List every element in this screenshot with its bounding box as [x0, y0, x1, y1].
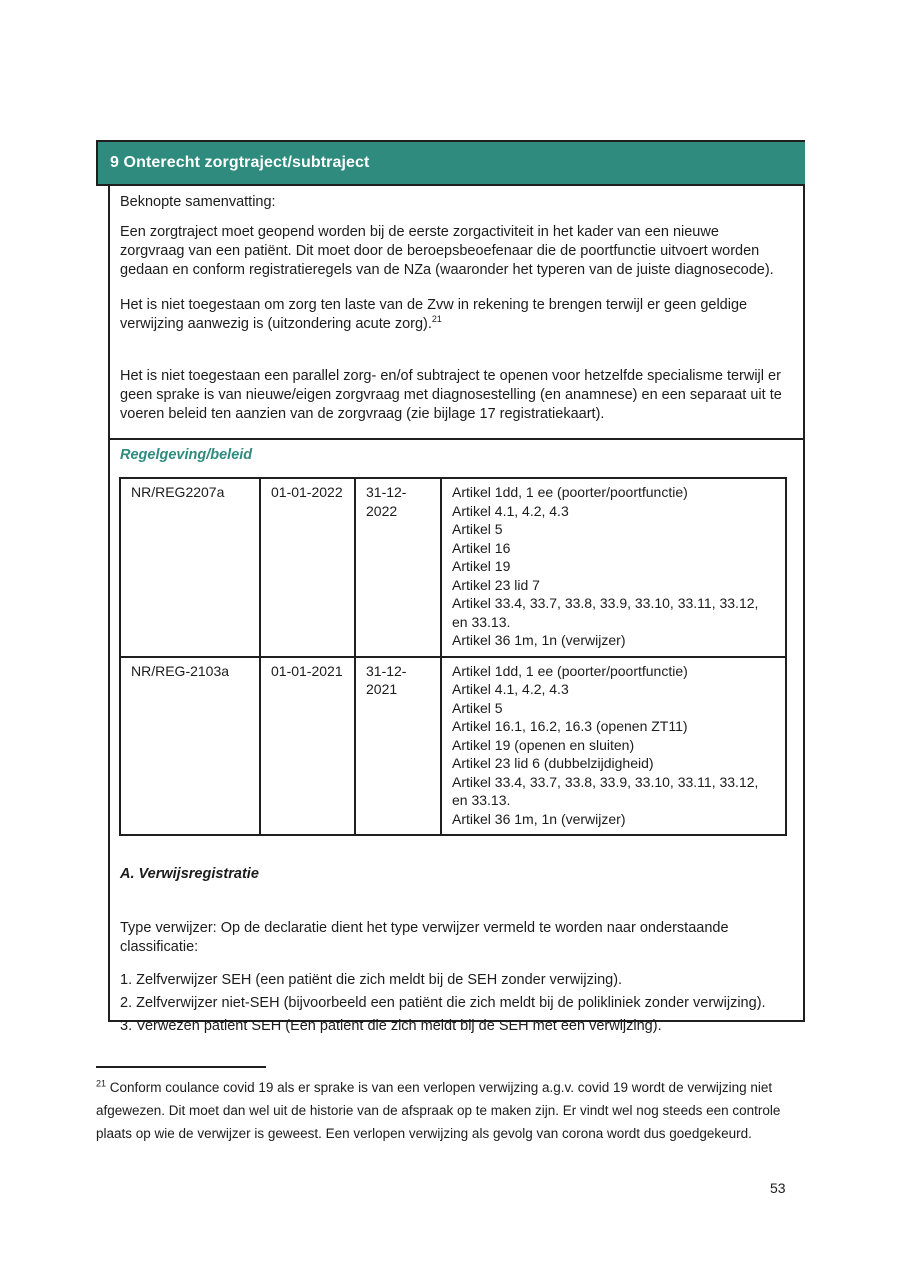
list-line: Artikel 4.1, 4.2, 4.3 [452, 502, 569, 519]
table-row [120, 657, 786, 836]
list-line: 1. Zelfverwijzer SEH (een patiënt die zich meldt bij de SEH zonder verwijzing). [120, 972, 623, 988]
list-line: 3. Verwezen patiënt SEH (Een patiënt die zich meldt bij de SEH met een verwijzing). [120, 1018, 662, 1034]
start-date-cell: 01-01-2021 [260, 657, 355, 836]
regulation-code-cell: NR/REG2207a [120, 478, 260, 657]
footnote-marker: 21 [96, 1078, 107, 1089]
list-line: Artikel 16 [452, 539, 511, 556]
articles-cell [441, 657, 786, 836]
footnote-divider [96, 1066, 266, 1068]
summary-section [110, 186, 803, 440]
classification-intro: Type verwijzer: Op de declaratie dient het type verwijzer vermeld te worden naar onderstaande classificatie: [120, 920, 729, 955]
end-date-cell: 31-12-2021 [355, 657, 441, 836]
regulation-table [119, 477, 787, 836]
list-line: Artikel 23 lid 6 (dubbelzijdigheid) [452, 755, 654, 771]
list-line: Artikel 1dd, 1 ee (poorter/poortfunctie) [452, 484, 688, 500]
section-header-banner [96, 140, 805, 186]
footnote-reference: 21 [431, 314, 442, 325]
paragraph-text: Het is niet toegestaan om zorg ten laste van de Zvw in rekening te brengen terwijl er geen geldige verwijzing aanwezig is (uitzondering acute zorg). [120, 297, 748, 332]
summary-paragraph [120, 223, 787, 280]
footnote-text: Conform coulance covid 19 als er sprake is van een verlopen verwijzing a.g.v. covid 19 wordt de verwijzing niet afgewezen. Dit moet dan wel uit de historie van de afspraak op te maken zijn. Er vindt wel nog steeds een controle plaats op wie de verwijzer is geweest. Een verlopen verwijzing als gevolg van corona wordt dus goedgekeurd. [96, 1080, 781, 1141]
list-line: Artikel 5 [452, 521, 503, 537]
summary-label: Beknopte samenvatting: [120, 194, 276, 210]
footnote-area [96, 1066, 796, 1145]
classification-list [120, 969, 787, 1038]
subsection-heading: A. Verwijsregistratie [120, 866, 259, 882]
page-number: 53 [770, 1180, 786, 1196]
list-line: Artikel 36 1m, 1n (verwijzer) [452, 810, 626, 827]
section-title: 9 Onterecht zorgtraject/subtraject [110, 154, 370, 171]
list-line: Artikel 4.1, 4.2, 4.3 [452, 681, 569, 697]
list-line: Artikel 23 lid 7 [452, 576, 540, 593]
list-line: Artikel 19 (openen en sluiten) [452, 736, 635, 753]
paragraph-text: Een zorgtraject moet geopend worden bij de eerste zorgactiviteit in het kader van een nieuwe zorgvraag van een patiënt. Dit moet door de beroepsbeoefenaar die de poortfunctie uitvoert worden gedaan en conform registratieregels van de NZa (waaronder het typeren van de juiste diagnosecode). [120, 224, 774, 278]
summary-paragraph [120, 367, 787, 424]
list-line: Artikel 1dd, 1 ee (poorter/poortfunctie) [452, 662, 688, 679]
list-line: Artikel 33.4, 33.7, 33.8, 33.9, 33.10, 33.11, 33.12, en 33.13. [452, 773, 759, 808]
content-box [108, 186, 805, 1034]
table-row [120, 478, 786, 657]
list-line: Artikel 36 1m, 1n (verwijzer) [452, 632, 626, 648]
list-line: 2. Zelfverwijzer niet-SEH (bijvoorbeeld een patiënt die zich meldt bij de polikliniek zonder verwijzing). [120, 995, 766, 1011]
list-line: Artikel 5 [452, 699, 503, 716]
list-line: Artikel 33.4, 33.7, 33.8, 33.9, 33.10, 33.11, 33.12, en 33.13. [452, 595, 759, 630]
regulation-heading: Regelgeving/beleid [120, 447, 253, 463]
end-date-cell: 31-12-2022 [355, 478, 441, 657]
regulation-code-cell: NR/REG-2103a [120, 657, 260, 836]
list-line: Artikel 16.1, 16.2, 16.3 (openen ZT11) [452, 718, 688, 734]
paragraph-text: Het is niet toegestaan een parallel zorg- en/of subtraject te openen voor hetzelfde specialisme terwijl er geen sprake is van nieuwe/eigen zorgvraag met diagnosestelling (en anamnese) en een separaat uit te voeren beleid ten aanzien van de zorgvraag (zie bijlage 17 registratiekaart). [120, 368, 782, 422]
summary-paragraph [120, 296, 787, 334]
articles-cell [441, 478, 786, 657]
list-line: Artikel 19 [452, 558, 511, 574]
start-date-cell: 01-01-2022 [260, 478, 355, 657]
regulation-section [110, 440, 803, 1038]
footnote [96, 1076, 796, 1145]
